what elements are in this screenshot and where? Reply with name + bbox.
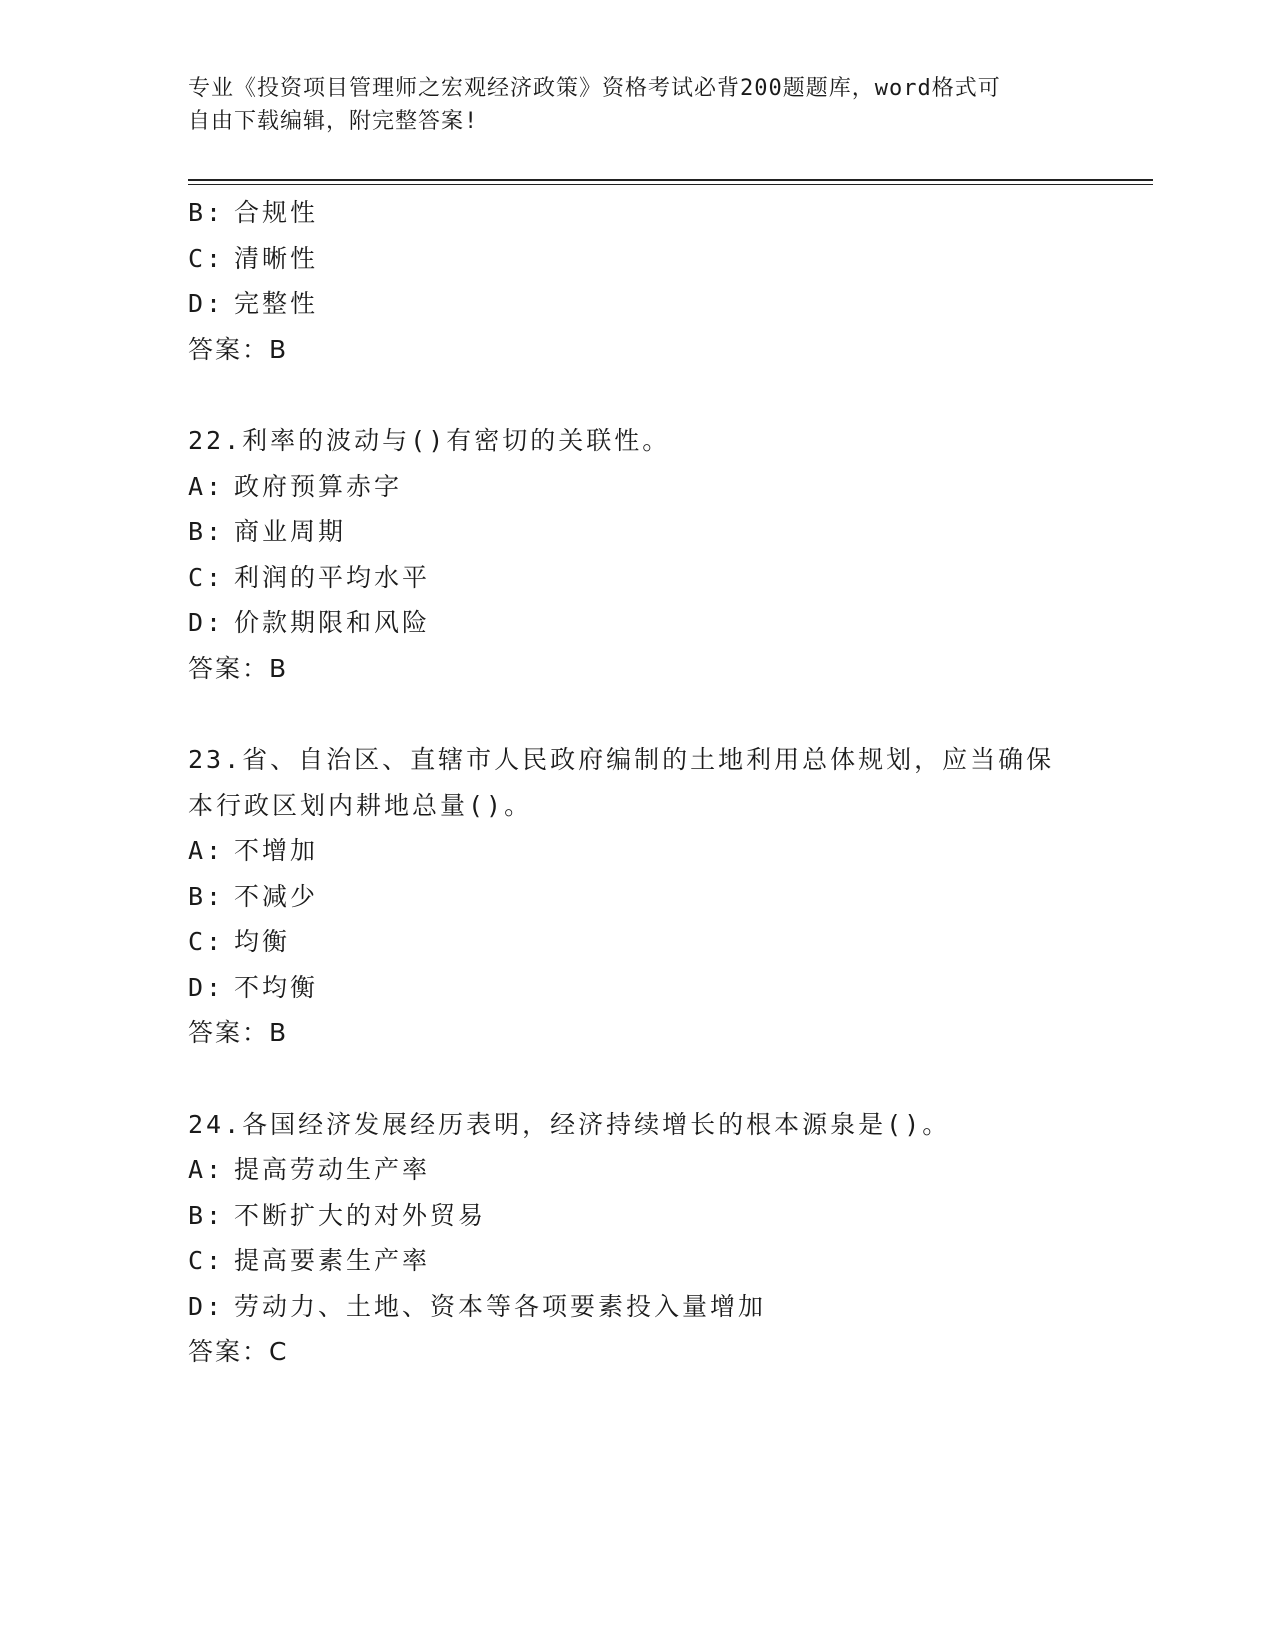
option-c: C: 提高要素生产率 bbox=[188, 1246, 431, 1275]
option-b: B: 商业周期 bbox=[188, 517, 347, 546]
option-c: C: 清晰性 bbox=[188, 243, 319, 273]
answer-line: 答案：B bbox=[188, 653, 289, 683]
question-list bbox=[188, 190, 1088, 1375]
answer-line: 答案：C bbox=[188, 1337, 289, 1366]
question-stem: 24.各国经济发展经历表明，经济持续增长的根本源泉是()。 bbox=[188, 1109, 951, 1139]
spacer bbox=[188, 372, 1088, 418]
question-22 bbox=[188, 418, 1088, 691]
question-stem-line-1: 23.省、自治区、直辖市人民政府编制的土地利用总体规划，应当确保 bbox=[188, 745, 1055, 774]
header-divider-thin bbox=[188, 184, 1153, 185]
answer-line: 答案：B bbox=[188, 1018, 289, 1047]
question-stem: 22.利率的波动与()有密切的关联性。 bbox=[188, 426, 671, 455]
header-title-line-2: 自由下载编辑，附完整答案! bbox=[188, 109, 479, 134]
option-b: B: 不断扩大的对外贸易 bbox=[188, 1200, 487, 1230]
option-a: A: 政府预算赤字 bbox=[188, 471, 403, 501]
header-title-line-1: 专业《投资项目管理师之宏观经济政策》资格考试必背200题题库，word格式可 bbox=[188, 76, 1001, 101]
option-d: D: 价款期限和风险 bbox=[188, 608, 431, 637]
option-a: A: 提高劳动生产率 bbox=[188, 1155, 431, 1184]
option-d: D: 劳动力、土地、资本等各项要素投入量增加 bbox=[188, 1291, 767, 1321]
spacer bbox=[188, 1056, 1088, 1102]
option-b: B: 不减少 bbox=[188, 881, 319, 911]
option-c: C: 均衡 bbox=[188, 927, 291, 956]
header-divider-thick bbox=[188, 179, 1153, 181]
answer-line: 答案：B bbox=[188, 334, 289, 364]
option-d: D: 不均衡 bbox=[188, 972, 319, 1002]
question-24 bbox=[188, 1102, 1088, 1375]
spacer bbox=[188, 691, 1088, 737]
option-b: B: 合规性 bbox=[188, 198, 319, 227]
document-header bbox=[188, 72, 1068, 138]
option-d: D: 完整性 bbox=[188, 289, 319, 318]
question-stem-line-2: 本行政区划内耕地总量()。 bbox=[188, 790, 533, 820]
question-21-partial bbox=[188, 190, 1088, 372]
option-a: A: 不增加 bbox=[188, 836, 319, 865]
question-23 bbox=[188, 737, 1088, 1056]
option-c: C: 利润的平均水平 bbox=[188, 562, 431, 592]
